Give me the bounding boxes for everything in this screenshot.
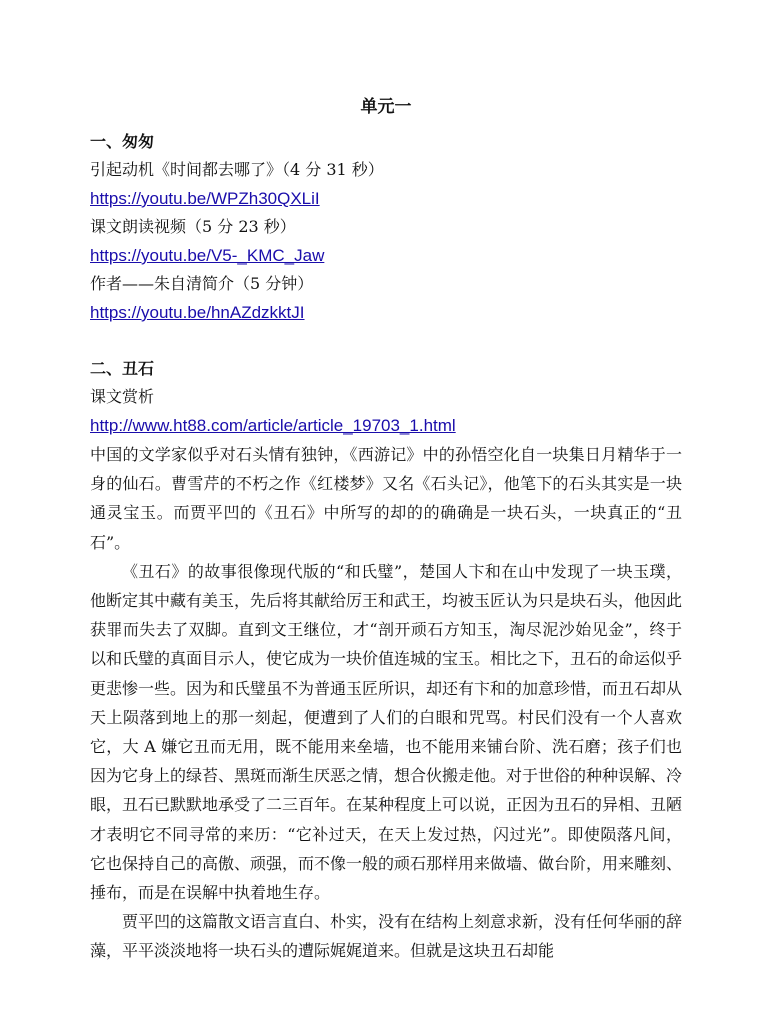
paragraph-style: 贾平凹的这篇散文语言直白、朴实，没有在结构上刻意求新，没有任何华丽的辞藻，平平淡淡地将一块石头的遭际娓娓道来。但就是这块丑石却能 [90, 912, 683, 961]
video-link-motivation[interactable]: https://youtu.be/WPZh30QXLiI [90, 189, 320, 208]
video-label-author: 作者——朱自清简介（5 分钟） [90, 274, 314, 293]
paragraph-intro: 中国的文学家似乎对石头情有独钟，《西游记》中的孙悟空化自一块集日月精华于一身的仙石。曹雪芹的不朽之作《红楼梦》又名《石头记》，他笔下的石头其实是一块通灵宝玉。而贾平凹的《丑石》中所写的却的的确确是一块石头，一块真正的“丑石”。 [90, 445, 682, 552]
document-page [90, 92, 682, 966]
page-title: 单元一 [360, 97, 412, 117]
section-heading-congcong: 一、匆匆 [90, 132, 155, 151]
section-spacer [90, 327, 682, 355]
appreciation-label: 课文赏析 [90, 387, 155, 406]
paragraph-story: 《丑石》的故事很像现代版的“和氏璧”，楚国人卞和在山中发现了一块玉璞，他断定其中藏有美玉，先后将其献给厉王和武王，均被玉匠认为只是块石头，他因此获罪而失去了双脚。直到文王继位，才“剖开顽石方知玉，淘尽泥沙始见金”，终于以和氏璧的真面目示人，使它成为一块价值连城的宝玉。相比之下，丑石的命运似乎更悲惨一些。因为和氏璧虽不为普通玉匠所识，却还有卞和的加意珍惜，而丑石却从天上陨落到地上的那一刻起，便遭到了人们的白眼和咒骂。村民们没有一个人喜欢它，大 A 嫌它丑而无用，既不能用来垒墙，也不能用来铺台阶、洗石磨；孩子们也因为它身上的绿苔、黑斑而渐生厌恶之情，想合伙搬走他。对于世俗的种种误解、冷眼，丑石已默默地承受了二三百年。在某种程度上可以说，正因为丑石的异相、丑陋才表明它不同寻常的来历：“它补过天，在天上发过热，闪过光”。即使陨落凡间，它也保持自己的高傲、顽强，而不像一般的顽石那样用来做墙、做台阶，用来雕刻、捶布，而是在误解中执着地生存。 [90, 561, 683, 903]
video-label-reading: 课文朗读视频（5 分 23 秒） [90, 217, 296, 236]
section-heading-choushi: 二、丑石 [90, 359, 155, 378]
video-label-motivation: 引起动机《时间都去哪了》（4 分 31 秒） [90, 160, 384, 179]
video-link-reading[interactable]: https://youtu.be/V5-_KMC_Jaw [90, 246, 325, 265]
article-link[interactable]: http://www.ht88.com/article/article_19703_1.html [90, 416, 456, 435]
video-link-author[interactable]: https://youtu.be/hnAZdzkktJI [90, 303, 305, 322]
